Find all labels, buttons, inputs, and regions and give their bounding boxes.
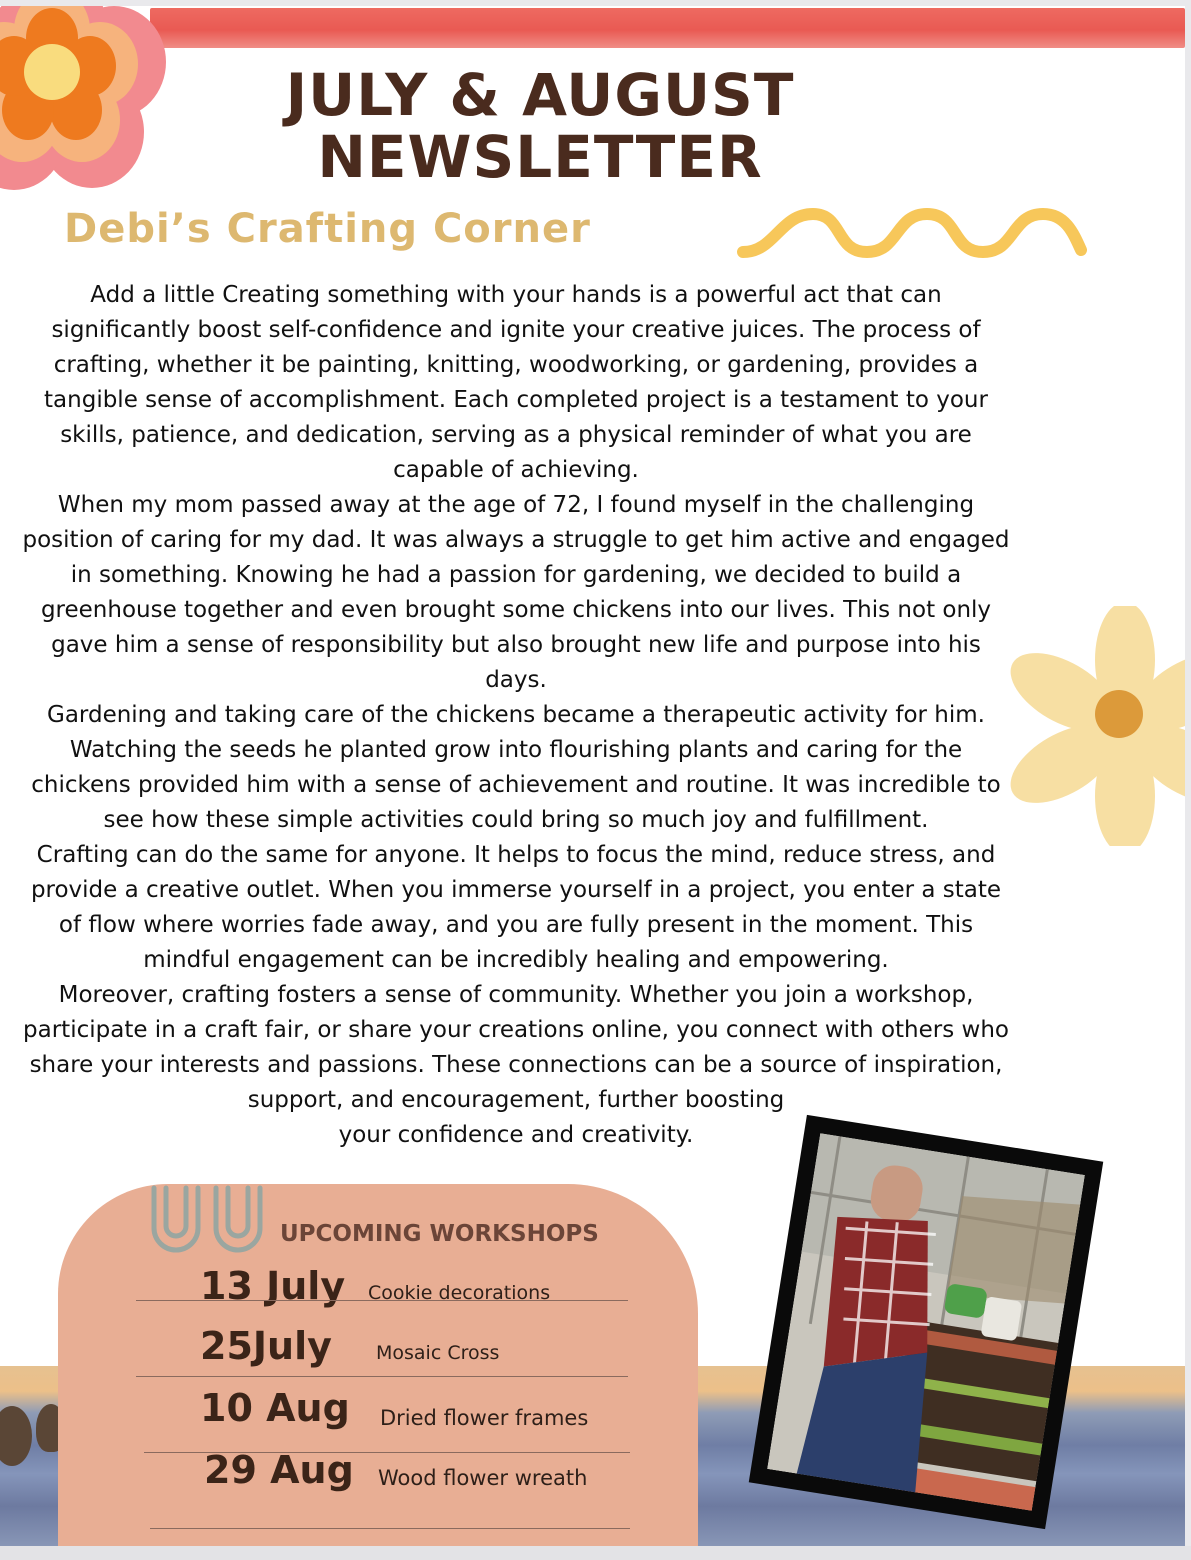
yellow-flower-decoration bbox=[1010, 606, 1185, 846]
greenhouse-photo bbox=[767, 1133, 1085, 1511]
newsletter-page bbox=[0, 6, 1185, 1546]
workshop-divider bbox=[136, 1300, 628, 1301]
workshop-divider bbox=[136, 1376, 628, 1377]
workshops-heading: UPCOMING WORKSHOPS bbox=[280, 1221, 599, 1247]
arch-decoration bbox=[146, 1184, 276, 1256]
page-bottom-strip bbox=[0, 1546, 1191, 1560]
paragraph-intro: Add a little Creating something with your hands is a powerful act that can significantly boost self-confidence and ignite your creative juices. The process of crafting, whether it be painting, knitting, woodworking, or gardening, provides a tangible sense of accomplishment. Each completed project is a testament to your skills, patience, and dedication, serving as a physical reminder of what you are capable of achieving. bbox=[44, 282, 988, 483]
workshop-date: 29 Aug bbox=[204, 1448, 354, 1492]
title-line-1: JULY & AUGUST bbox=[285, 61, 795, 129]
orange-flower-decoration bbox=[0, 6, 180, 203]
greenhouse-photo-frame bbox=[749, 1115, 1104, 1529]
workshop-name: Dried flower frames bbox=[380, 1406, 589, 1430]
workshop-date: 13 July bbox=[200, 1264, 346, 1308]
workshop-name: Mosaic Cross bbox=[376, 1342, 500, 1364]
title-line-2: NEWSLETTER bbox=[317, 123, 763, 191]
newsletter-title bbox=[230, 61, 850, 191]
top-red-band bbox=[150, 8, 1185, 48]
workshop-date: 10 Aug bbox=[200, 1386, 350, 1430]
yellow-squiggle-decoration bbox=[735, 202, 1090, 264]
paragraph-closing: your confidence and creativity. bbox=[338, 1122, 694, 1148]
article-body bbox=[18, 278, 1014, 1153]
paragraph-gardening: Gardening and taking care of the chickens became a therapeutic activity for him. Watching the seeds he planted grow into flourishing plants and caring for the chickens provided him with a sense of achievement and routine. It was incredible to see how these simple activities could bring so much joy and fulfillment. bbox=[31, 702, 1001, 833]
workshop-date: 25July bbox=[200, 1324, 332, 1368]
paragraph-mom: When my mom passed away at the age of 72, I found myself in the challenging position of caring for my dad. It was always a struggle to get him active and engaged in something. Knowing he had a passion for gardening, we decided to build a greenhouse together and even brought some chickens into our lives. This not only gave him a sense of responsibility but also brought new life and purpose into his days. bbox=[22, 492, 1010, 693]
workshop-divider bbox=[150, 1528, 630, 1529]
workshop-name: Cookie decorations bbox=[368, 1282, 551, 1304]
paragraph-community: Moreover, crafting fosters a sense of community. Whether you join a workshop, participate in a craft fair, or share your creations online, you connect with others who share your interests and passions. These connections can be a source of inspiration, support, and encouragement, further boosting bbox=[23, 982, 1009, 1113]
paragraph-crafting: Crafting can do the same for anyone. It helps to focus the mind, reduce stress, and provide a creative outlet. When you immerse yourself in a project, you enter a state of flow where worries fade away, and you are fully present in the moment. This mindful engagement can be incredibly healing and empowering. bbox=[30, 842, 1002, 973]
section-subtitle: Debi’s Crafting Corner bbox=[64, 206, 591, 252]
workshop-name: Wood flower wreath bbox=[378, 1466, 588, 1490]
